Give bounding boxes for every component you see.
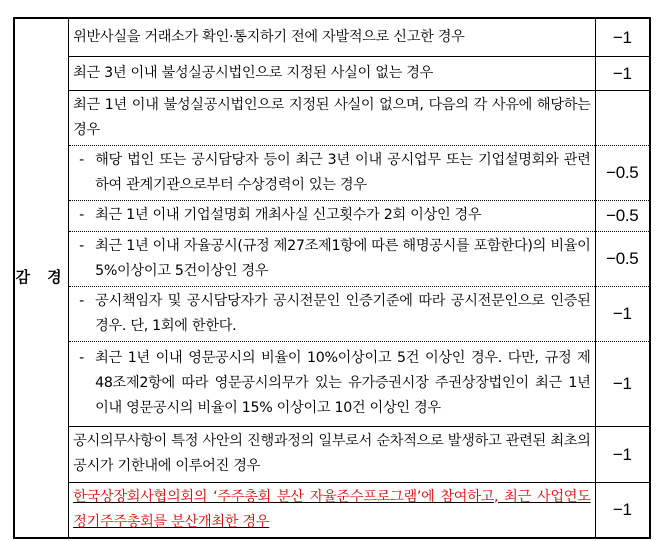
table-row bbox=[14, 426, 650, 482]
row-text: 해당 법인 또는 공시담당자 등이 최근 3년 이내 공시업무 또는 기업설명회와 관련하여 관계기관으로부터 수상경력이 있는 경우 bbox=[95, 151, 591, 193]
row-score: −0.5 bbox=[595, 200, 650, 231]
table-row bbox=[14, 482, 650, 538]
dash: - bbox=[79, 151, 84, 168]
table-row bbox=[14, 145, 650, 200]
row-text: 최근 1년 이내 기업설명회 개최사실 신고횟수가 2회 이상인 경우 bbox=[95, 207, 482, 223]
row-score: −1 bbox=[595, 286, 650, 341]
dash: - bbox=[79, 292, 84, 309]
mitigation-criteria-table bbox=[13, 17, 651, 539]
table-row bbox=[14, 200, 650, 231]
row-score: −0.5 bbox=[595, 231, 650, 286]
row-text: 최근 3년 이내 불성실공시법인으로 지정된 사실이 없는 경우 bbox=[69, 56, 595, 90]
section-label: 감 경 bbox=[14, 18, 69, 538]
dash: - bbox=[79, 207, 84, 223]
row-score: −1 bbox=[595, 18, 650, 56]
table-row bbox=[14, 90, 650, 145]
dash: - bbox=[79, 350, 84, 366]
row-score: −1 bbox=[595, 426, 650, 482]
row-text: 공시책임자 및 공시담당자가 공시전문인 인증기준에 따라 공시전문인으로 인증된 경우. 단, 1회에 한한다. bbox=[95, 292, 591, 334]
row-text: 최근 1년 이내 영문공시의 비율이 10%이상이고 5건 이상인 경우. 다만, 규정 제48조제2항에 따라 영문공시의무가 있는 유가증권시장 주권상장법인이 최근 1년 이내 영문공시의 비율이 15% 이상이고 10건 이상인 경우 bbox=[95, 350, 591, 416]
table-row bbox=[14, 286, 650, 341]
row-score bbox=[595, 90, 650, 145]
row-score: −1 bbox=[612, 500, 632, 519]
row-score: −0.5 bbox=[595, 145, 650, 200]
table-row bbox=[14, 231, 650, 286]
highlighted-row-text: 한국상장회사협의회의 ‘주주총회 분산 자율준수프로그램’에 참여하고, 최근 사업연도 정기주주총회를 분산개최한 경우 bbox=[73, 488, 591, 530]
row-text: 최근 1년 이내 불성실공시법인으로 지정된 사실이 없으며, 다음의 각 사유에 해당하는 경우 bbox=[69, 90, 595, 145]
table-row bbox=[14, 341, 650, 426]
dash: - bbox=[79, 237, 84, 254]
table-row bbox=[14, 56, 650, 90]
row-score: −1 bbox=[595, 56, 650, 90]
row-text: 최근 1년 이내 자율공시(규정 제27조제1항에 따른 해명공시를 포함한다)의 비율이 5%이상이고 5건이상인 경우 bbox=[95, 237, 591, 279]
table-row bbox=[14, 18, 650, 56]
row-text: 공시의무사항이 특정 사안의 진행과정의 일부로서 순차적으로 발생하고 관련된 최초의 공시가 기한내에 이루어진 경우 bbox=[69, 426, 595, 482]
row-score: −1 bbox=[595, 341, 650, 426]
row-text: 위반사실을 거래소가 확인·통지하기 전에 자발적으로 신고한 경우 bbox=[69, 18, 595, 56]
